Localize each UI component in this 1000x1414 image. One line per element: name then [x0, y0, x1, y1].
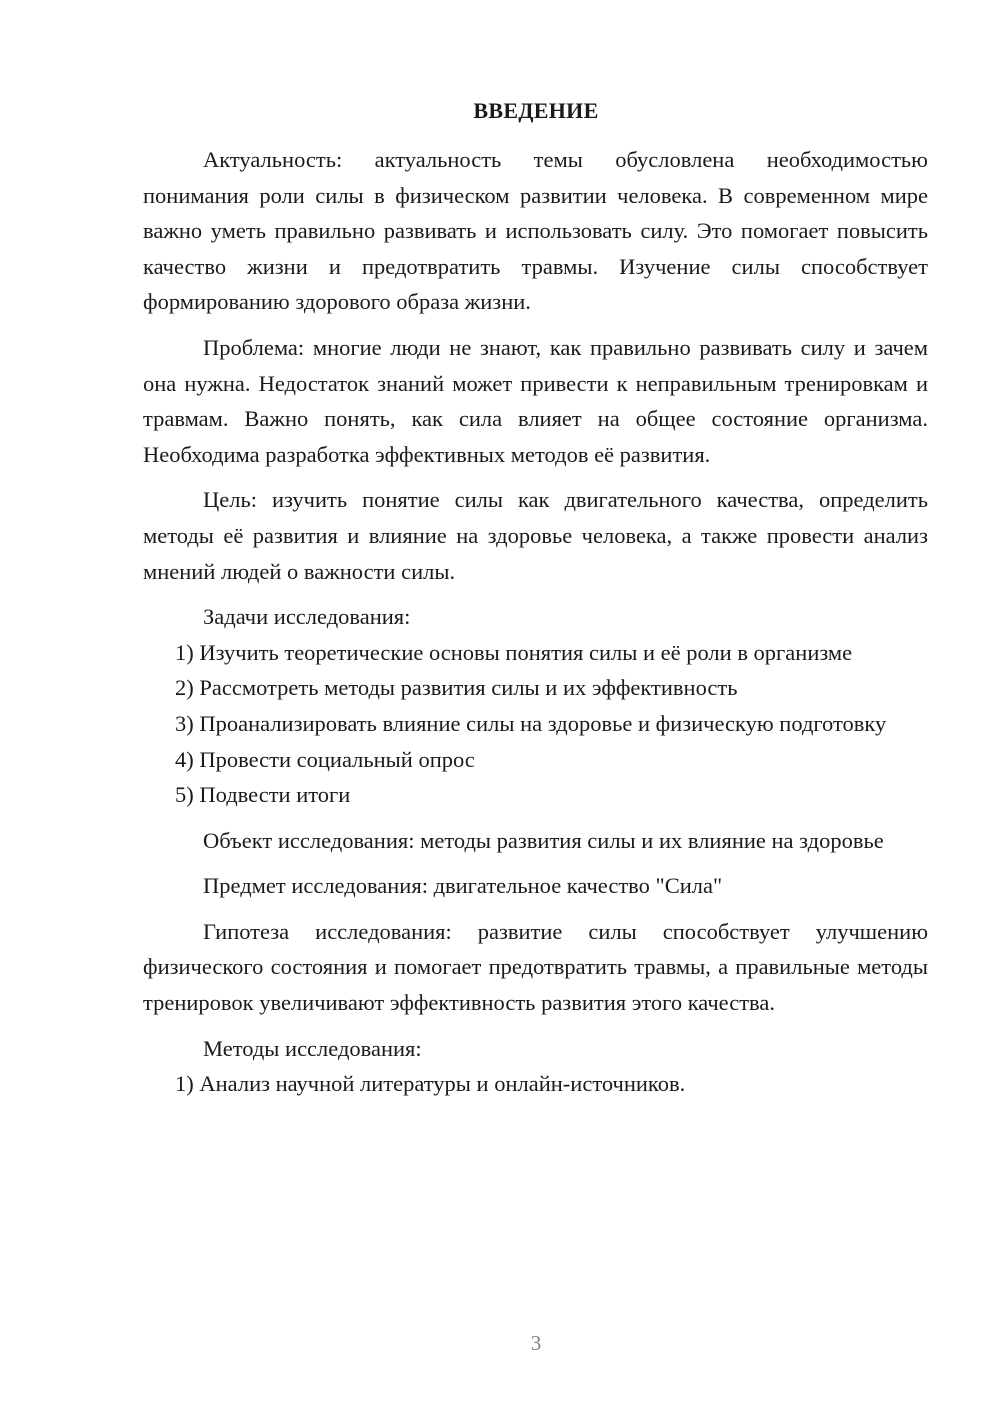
task-item: 5) Подвести итоги	[175, 782, 351, 808]
task-item: 2) Рассмотреть методы развития силы и их эффективность	[175, 675, 738, 701]
object-paragraph: Объект исследования: методы развития силы и их влияние на здоровье	[203, 827, 884, 853]
section-title: ВВЕДЕНИЕ	[473, 98, 599, 123]
goal-paragraph: Цель: изучить понятие силы как двигательного качества, определить методы её развития и влияние на здоровье человека, а также провести анализ мнений людей о важности силы.	[143, 487, 928, 584]
relevance-paragraph: Актуальность: актуальность темы обусловлена необходимостью понимания роли силы в физическом развитии человека. В современном мире важно уметь правильно развивать и использовать силу. Это помогает повысить качество жизни и предотвратить травмы. Изучение силы способствует формированию здорового образа жизни.	[143, 147, 928, 315]
subject-paragraph: Предмет исследования: двигательное качество "Сила"	[203, 873, 723, 899]
problem-paragraph: Проблема: многие люди не знают, как правильно развивать силу и зачем она нужна. Недостаток знаний может привести к неправильным тренировкам и травмам. Важно понять, как сила влияет на общее состояние организма. Необходима разработка эффективных методов её развития.	[143, 334, 928, 467]
task-item: 4) Провести социальный опрос	[175, 746, 475, 772]
task-item: 1) Изучить теоретические основы понятия силы и её роли в организме	[175, 639, 853, 665]
hypothesis-paragraph: Гипотеза исследования: развитие силы способствует улучшению физического состояния и помогает предотвратить травмы, а правильные методы тренировок увеличивают эффективность развития этого качества.	[143, 918, 928, 1016]
tasks-heading: Задачи исследования:	[203, 604, 411, 630]
document-body	[143, 142, 928, 1102]
page-number: 3	[530, 1331, 542, 1355]
task-item: 3) Проанализировать влияние силы на здоровье и физическую подготовку	[175, 710, 887, 736]
method-item: 1) Анализ научной литературы и онлайн-источников.	[175, 1071, 686, 1097]
methods-heading: Методы исследования:	[203, 1035, 422, 1061]
